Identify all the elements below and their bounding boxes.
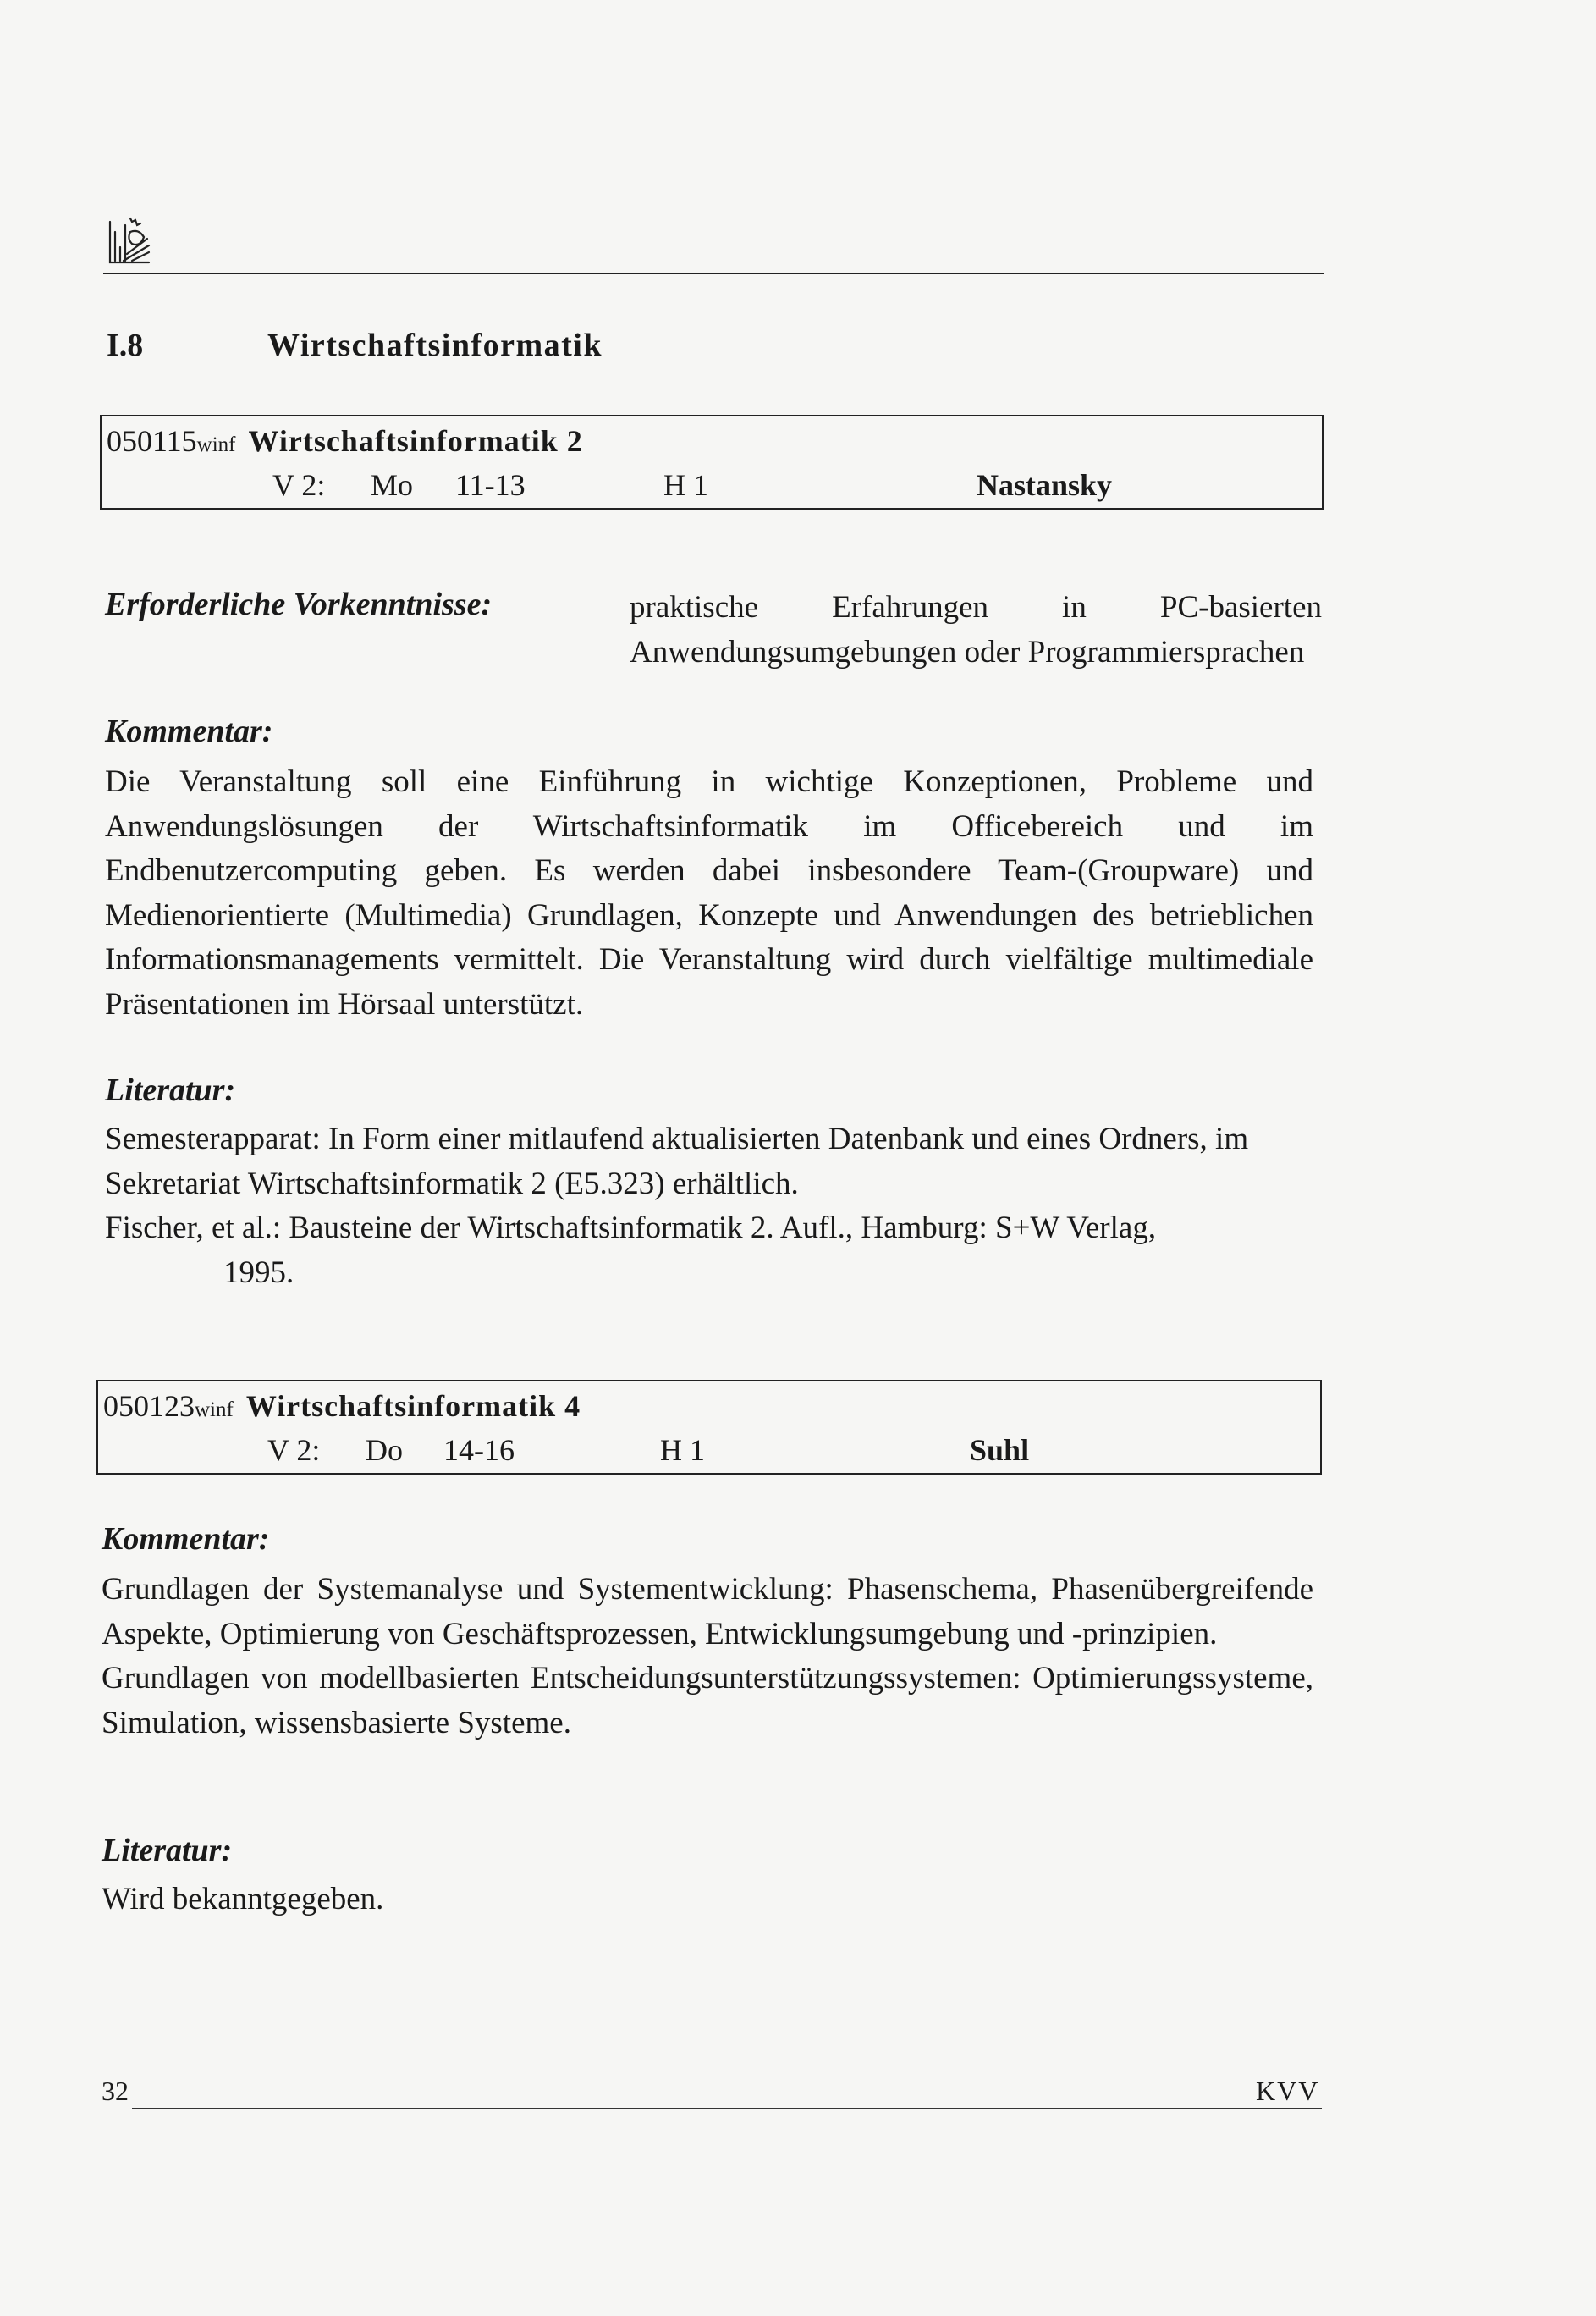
- course-2-literature-text: Wird bekanntgegeben.: [102, 1882, 384, 1916]
- course-2-literature-label: Literatur:: [102, 1833, 233, 1868]
- header-rule: [103, 273, 1324, 274]
- course-1-type: V 2:: [272, 468, 326, 502]
- document-code: KVV: [1256, 2076, 1320, 2106]
- course-1-literature: [105, 1117, 1324, 1295]
- course-2-room: H 1: [660, 1433, 705, 1467]
- course-1-comment-label: Kommentar:: [105, 714, 273, 749]
- course-2-heading: [103, 1388, 581, 1424]
- course-box-1: [100, 415, 1324, 510]
- course-2-comment-para-2: Grundlagen von modellbasierten Entscheidungsunterstützungssystemen: Optimierungssysteme, Simulation, wissensbasierte Systeme.: [102, 1661, 1313, 1740]
- course-1-day: Mo: [371, 468, 414, 502]
- course-1-room: H 1: [663, 468, 708, 502]
- course-1-lit-item-2: Fischer, et al.: Bausteine der Wirtschaftsinformatik 2. Aufl., Hamburg: S+W Verlag,: [105, 1210, 1157, 1245]
- course-1-literature-label: Literatur:: [105, 1073, 236, 1108]
- course-2-code-suffix: winf: [195, 1398, 234, 1421]
- section-number: I.8: [107, 328, 144, 363]
- course-1-lit-item-2-year: 1995.: [223, 1254, 294, 1290]
- course-1-lecturer: Nastansky: [977, 468, 1113, 502]
- course-2-time: 14-16: [443, 1433, 515, 1467]
- page-number: 32: [102, 2076, 129, 2106]
- course-1-code-suffix: winf: [196, 433, 236, 456]
- course-1-lit-item-1: Semesterapparat: In Form einer mitlaufend aktualisierten Datenbank und eines Ordners, im Sekretariat Wirtschaftsinformatik 2 (E5.323) erhältlich.: [105, 1122, 1249, 1201]
- course-1-code: 050115: [107, 424, 197, 458]
- course-2-comment-label: Kommentar:: [102, 1521, 270, 1557]
- section-heading: [107, 327, 603, 364]
- course-1-heading: [107, 423, 583, 459]
- course-2-day: Do: [366, 1433, 403, 1467]
- section-title: Wirtschaftsinformatik: [267, 328, 603, 363]
- course-2-title: Wirtschaftsinformatik 4: [245, 1389, 581, 1423]
- course-1-comment-text: Die Veranstaltung soll eine Einführung in wichtige Konzeptionen, Probleme und Anwendungslösungen der Wirtschaftsinformatik im Officebereich und im Endbenutzercomputing geben. Es werden dabei insbesondere Team-(Groupware) und Medienorientierte (Multimedia) Grundlagen, Konzepte und Anwendungen des betrieblichen Informationsmanagements vermittelt. Die Veranstaltung wird durch vielfältige multimediale Präsentationen im Hörsaal unterstützt.: [105, 764, 1313, 1022]
- course-2-lecturer: Suhl: [970, 1433, 1030, 1467]
- course-2-type: V 2:: [267, 1433, 321, 1467]
- course-1-prereq-text: praktische Erfahrungen in PC-basierten Anwendungsumgebungen oder Programmiersprachen: [630, 590, 1322, 670]
- footer-rule: [132, 2108, 1322, 2109]
- course-2-comment-para-1: Grundlagen der Systemanalyse und Systementwicklung: Phasenschema, Phasenübergreifende Aspekte, Optimierung von Geschäftsprozessen, Entwicklungsumgebung und -prinzipien.: [102, 1572, 1313, 1652]
- course-box-2: [96, 1380, 1322, 1475]
- course-1-time: 11-13: [455, 468, 526, 502]
- course-2-comment: [102, 1568, 1313, 1745]
- course-1-title: Wirtschaftsinformatik 2: [248, 424, 583, 458]
- institute-logo-icon: [107, 213, 152, 266]
- course-1-prereq-label: Erforderliche Vorkenntnisse:: [105, 587, 493, 622]
- course-2-code: 050123: [103, 1389, 195, 1423]
